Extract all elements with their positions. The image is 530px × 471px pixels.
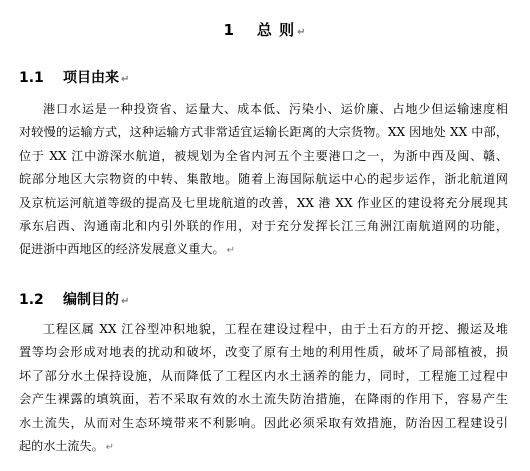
paragraph-line: 会产生裸露的填筑面，若不采取有效的水土流失防治措施，在降雨的作用下，容易产生	[19, 392, 508, 407]
chapter-number: 1	[223, 21, 235, 39]
paragraph-mark-icon: ↵	[226, 245, 235, 257]
section-title: 编制目的	[63, 292, 119, 308]
paragraph-line: 港口水运是一种投资省、运量大、成本低、污染小、运价廉、占地少但运输速度相	[43, 102, 508, 116]
paragraph-mark-icon: ↵	[105, 442, 115, 454]
paragraph-mark-icon: ↵	[121, 74, 130, 85]
paragraph-mark-icon: ↵	[297, 27, 307, 38]
paragraph-line: 位于 XX 江中游深水航道，被规划为全省内河五个主要港口之一，为浙中西及闽、赣、	[19, 148, 508, 163]
paragraph-line: 承东启西、沟通南北和内引外联的作用，对于充分发挥长江三角洲江南航道网的功能，	[19, 219, 508, 234]
section-title: 项目由来	[63, 70, 119, 86]
section-heading	[19, 67, 129, 87]
section-number: 1.2	[19, 292, 44, 308]
chapter-title	[0, 19, 530, 40]
paragraph-line-last: 起的水土流失。 ↵	[19, 439, 115, 454]
paragraph-line: 对较慢的运输方式，这种运输方式非常适宜运输长距离的大宗货物。XX 因地处 XX 中部，	[19, 125, 508, 140]
paragraph-line: 置等均会形成对地表的扰动和破坏，改变了原有土地的利用性质，破坏了局部植被，损	[19, 345, 508, 360]
section-heading	[19, 289, 129, 309]
paragraph-mark-icon: ↵	[121, 296, 130, 307]
paragraph-line: 皖部分地区大宗物资的中转、集散地。随着上海国际航运中心的起步运作，浙北航道网	[19, 172, 508, 187]
chapter-title-text: 总 则	[256, 21, 296, 39]
paragraph-line: 及京杭运河航道等级的提高及七里垅航道的改善，XX 港 XX 作业区的建设将充分展现其	[19, 195, 508, 210]
section-number: 1.1	[19, 70, 44, 86]
section-paragraph	[19, 318, 508, 459]
paragraph-line: 坏了部分水土保持设施，从而降低了工程区内水土涵养的能力，同时，工程施工过程中	[19, 368, 508, 383]
paragraph-line-last: 促进浙中西地区的经济发展意义重大。 ↵	[19, 242, 235, 257]
section-paragraph	[19, 98, 508, 263]
paragraph-line: 工程区属 XX 江谷型冲积地貌，工程在建设过程中，由于土石方的开挖、搬运及堆	[43, 322, 508, 336]
paragraph-line: 水土流失，从而对生态环境带来不利影响。因此必须采取有效措施，防治因工程建设引	[19, 415, 508, 430]
